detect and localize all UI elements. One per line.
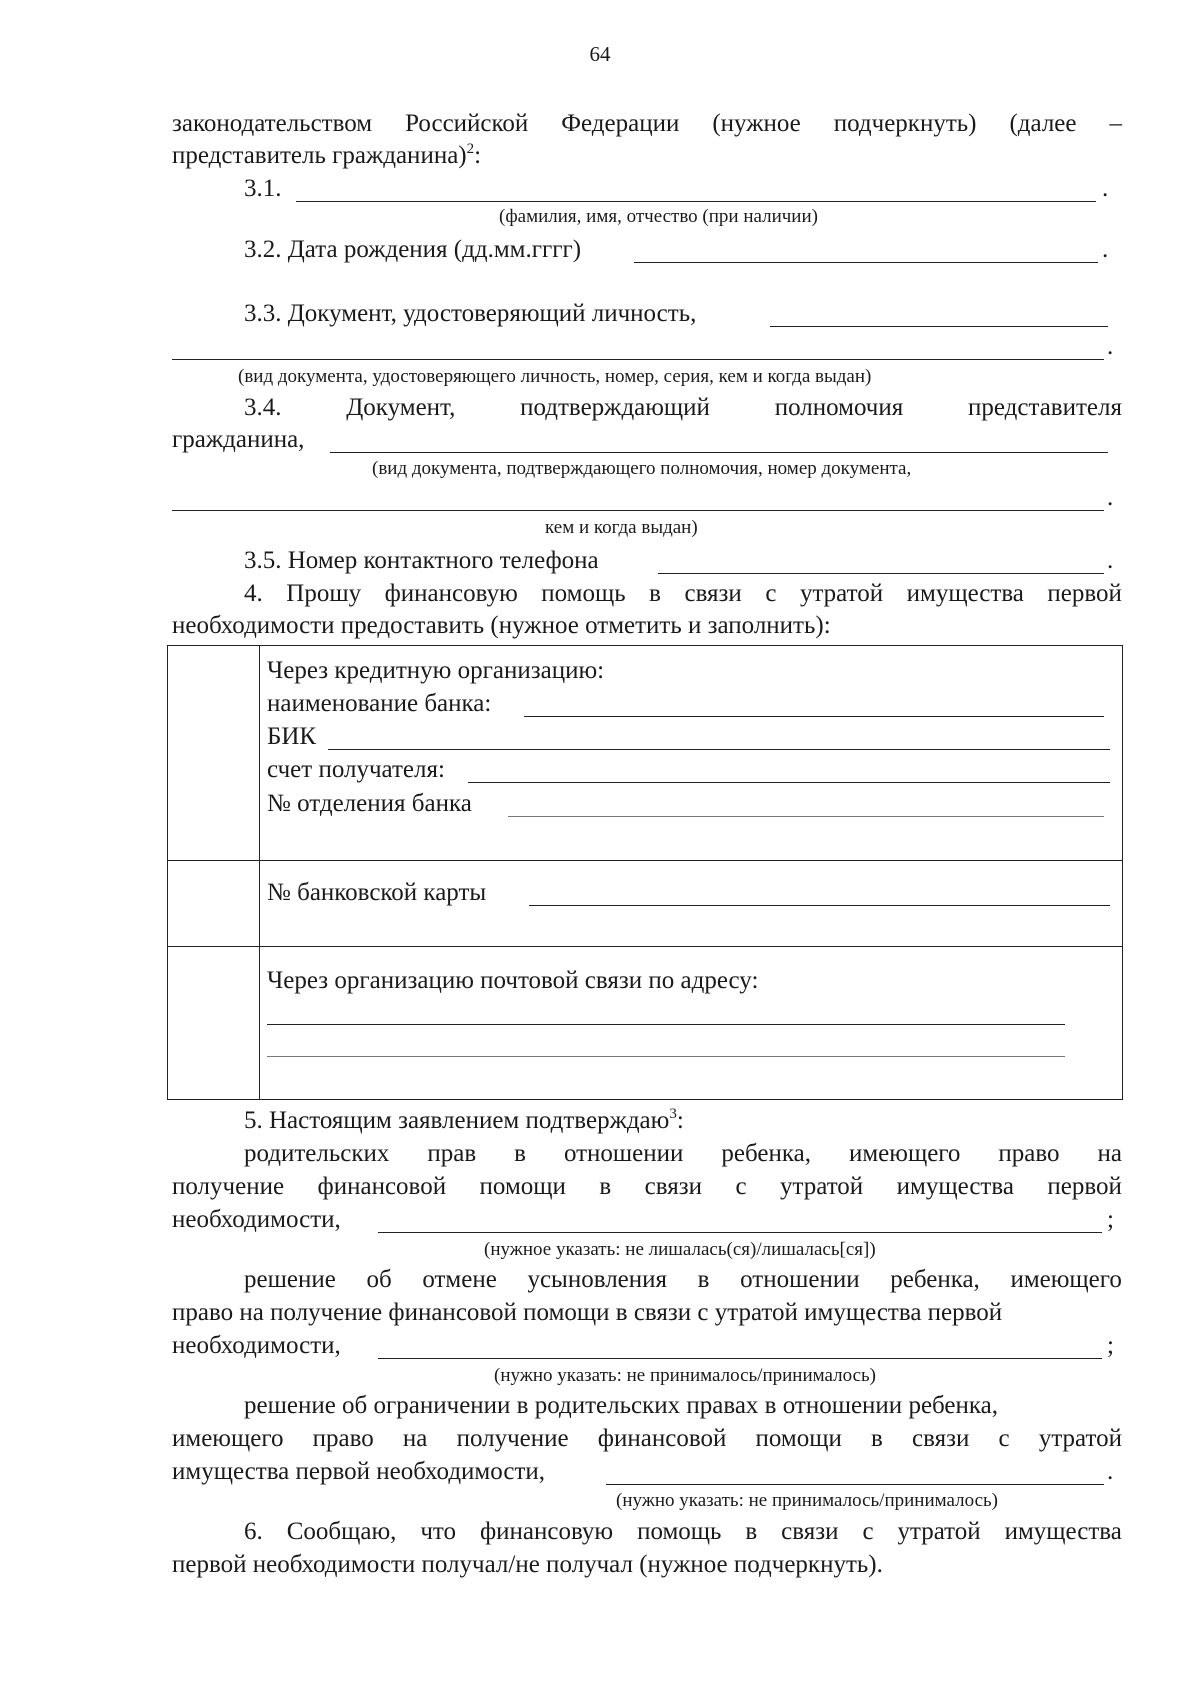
s3-4-doc-field-line1[interactable] [330, 452, 1108, 453]
word: помощь [541, 580, 626, 607]
word: помощи [755, 1425, 842, 1452]
s5-p2-line-2: право на получение финансовой помощи в связи с утратой имущества первой [172, 1299, 1003, 1326]
s4-line-1 [244, 578, 1122, 609]
word: имущества [906, 580, 1024, 607]
word: Российской [405, 110, 529, 137]
bik-field[interactable] [328, 749, 1110, 750]
word: первой [1047, 1173, 1122, 1200]
word: с [862, 1518, 874, 1545]
s3-4-label: гражданина, [172, 426, 305, 453]
intro-line-2 [172, 140, 481, 175]
footnote-ref: 3 [669, 1106, 677, 1122]
intro-tail: : [474, 142, 482, 169]
word: имеющего [172, 1425, 284, 1452]
word: отношении [563, 1140, 684, 1167]
account-label: счет получателя: [267, 756, 445, 783]
s5-p1-label: необходимости, [172, 1206, 341, 1233]
word: финансовой [597, 1425, 727, 1452]
word: право [998, 1140, 1060, 1167]
word: утратой [799, 580, 884, 607]
word: подтверждающий [520, 394, 710, 421]
word: финансовой [317, 1173, 447, 1200]
rights-restriction-field[interactable] [606, 1484, 1104, 1485]
s5-p1-line-1 [244, 1138, 1122, 1169]
s6-line-1 [244, 1516, 1122, 1547]
s5-p3-end: . [1107, 1458, 1114, 1485]
adoption-cancel-field[interactable] [378, 1358, 1102, 1359]
word: ребенка, [721, 1140, 811, 1167]
intro-line-1 [172, 108, 1122, 139]
word: отмене [422, 1266, 497, 1293]
post-option-checkbox[interactable] [169, 947, 258, 1098]
word: прав [427, 1140, 477, 1167]
branch-label: № отделения банка [267, 790, 472, 817]
s6-line-2: первой необходимости получал/не получал (нужное подчеркнуть). [172, 1551, 883, 1578]
s3-3-hint: (вид документа, удостоверяющего личность, номер, серия, кем и когда выдан) [238, 366, 872, 387]
word: представителя [968, 394, 1122, 421]
s3-1-label: 3.1. [244, 175, 282, 202]
table-divider-row-1 [168, 860, 1122, 861]
word: связи [912, 1425, 970, 1452]
word: в [697, 1266, 710, 1293]
word: финансовую [479, 1518, 614, 1545]
word: Федерации [561, 110, 680, 137]
s5-p2-end: ; [1107, 1332, 1114, 1359]
word: имеющего [848, 1140, 961, 1167]
account-field[interactable] [468, 782, 1110, 783]
word: решение [244, 1266, 336, 1293]
post-address-field-line2[interactable] [267, 1056, 1065, 1057]
word: утратой [1038, 1425, 1122, 1452]
word: ребенка, [890, 1266, 980, 1293]
word: имущества [896, 1173, 1014, 1200]
bank-name-label: наименование банка: [267, 690, 492, 717]
s3-3-id-field-line2[interactable] [172, 359, 1104, 360]
word: Прошу [286, 580, 362, 607]
intro-text: представитель гражданина) [172, 142, 467, 169]
word: усыновления [527, 1266, 668, 1293]
post-address-field-line1[interactable] [267, 1024, 1065, 1025]
bank-option-title: Через кредитную организацию: [267, 657, 605, 684]
word: помощь [637, 1518, 722, 1545]
word: родительских [244, 1140, 390, 1167]
s3-1-end: . [1102, 175, 1109, 202]
word: 6. [244, 1518, 263, 1545]
word: связи [781, 1518, 839, 1545]
word: в [599, 1173, 612, 1200]
bank-option-checkbox[interactable] [169, 647, 258, 859]
s3-4-hint-1: (вид документа, подтверждающего полномочия, номер документа, [372, 458, 912, 479]
word: на [1097, 1140, 1122, 1167]
s5-p1-line-2 [172, 1171, 1122, 1202]
s3-2-end: . [1102, 236, 1109, 263]
word: имущества [1004, 1518, 1122, 1545]
s4-line-2: необходимости предоставить (нужное отметить и заполнить): [172, 612, 831, 639]
s3-4-line-1 [244, 392, 1122, 423]
word: 3.4. [244, 394, 282, 421]
word: полномочия [774, 394, 904, 421]
word: с [735, 1173, 747, 1200]
word: 4. [244, 580, 263, 607]
word: с [765, 580, 777, 607]
page-number: 64 [589, 42, 611, 66]
s3-3-end: . [1107, 333, 1114, 360]
s3-3-id-field-line1[interactable] [770, 326, 1108, 327]
s3-5-label: 3.5. Номер контактного телефона [244, 547, 599, 574]
word: (далее [1009, 110, 1077, 137]
s3-4-end: . [1107, 484, 1114, 511]
word: об [366, 1266, 392, 1293]
word: на [402, 1425, 428, 1452]
word: в [871, 1425, 883, 1452]
s3-2-label: 3.2. Дата рождения (дд.мм.гггг) [244, 236, 582, 263]
s3-4-doc-field-line2[interactable] [172, 510, 1104, 511]
s5-p3-line-1: решение об ограничении в родительских правах в отношении ребенка, [244, 1392, 999, 1419]
word: в [514, 1140, 526, 1167]
word: отношении [740, 1266, 860, 1293]
s5-p2-hint: (нужно указать: не принималось/принималось) [494, 1365, 877, 1386]
branch-field[interactable] [508, 816, 1104, 817]
word: финансовую [384, 580, 518, 607]
bank-name-field[interactable] [524, 716, 1104, 717]
s3-5-end: . [1107, 547, 1114, 574]
s5-heading-tail: : [676, 1107, 684, 1134]
word: в [745, 1518, 758, 1545]
bik-label: БИК [267, 723, 317, 750]
word: (нужное [712, 110, 801, 137]
s3-3-label: 3.3. Документ, удостоверяющий личность, [244, 300, 697, 327]
s5-p1-hint: (нужное указать: не лишалась(ся)/лишалась[ся]) [484, 1239, 876, 1260]
parental-rights-field[interactable] [378, 1232, 1102, 1233]
word: получение [456, 1425, 569, 1452]
s5-p2-label: необходимости, [172, 1332, 341, 1359]
word: утратой [897, 1518, 981, 1545]
word: связи [644, 1173, 702, 1200]
s3-1-name-field[interactable] [296, 201, 1096, 202]
word: что [420, 1518, 456, 1545]
s3-4-hint-2: кем и когда выдан) [545, 517, 698, 538]
word: право [312, 1425, 374, 1452]
s5-p1-end: ; [1107, 1206, 1114, 1233]
word: законодательством [172, 110, 373, 137]
s3-1-hint: (фамилия, имя, отчество (при наличии) [499, 206, 818, 227]
word: первой [1047, 580, 1122, 607]
footnote-ref: 2 [466, 141, 475, 157]
word: связи [684, 580, 742, 607]
word: утратой [780, 1173, 864, 1200]
s5-p2-line-1 [244, 1264, 1122, 1295]
table-divider-vertical [259, 646, 260, 1099]
s5-p3-hint: (нужно указать: не принималось/принималось) [616, 1490, 999, 1511]
word: имеющего [1010, 1266, 1122, 1293]
word: с [998, 1425, 1010, 1452]
word: получение [172, 1173, 285, 1200]
word: Сообщаю, [286, 1518, 397, 1545]
word: помощи [479, 1173, 566, 1200]
word: в [649, 580, 661, 607]
post-option-label: Через организацию почтовой связи по адресу: [267, 967, 759, 994]
word: Документ, [346, 394, 456, 421]
s3-2-birthdate-field[interactable] [634, 262, 1098, 263]
s5-heading [244, 1105, 684, 1140]
s5-p3-line-2 [172, 1423, 1122, 1454]
table-divider-row-2 [168, 946, 1122, 947]
word: подчеркнуть) [833, 110, 977, 137]
word: – [1109, 110, 1122, 137]
s5-p3-label: имущества первой необходимости, [172, 1458, 546, 1485]
card-option-checkbox[interactable] [169, 861, 258, 945]
card-number-label: № банковской карты [267, 879, 487, 906]
s3-5-phone-field[interactable] [658, 573, 1104, 574]
card-number-field[interactable] [529, 905, 1110, 906]
s5-heading-text: 5. Настоящим заявлением подтверждаю [244, 1107, 670, 1134]
